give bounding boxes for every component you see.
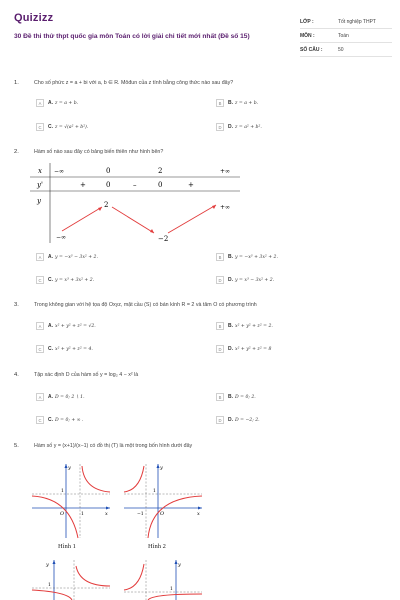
tick-label-x: −1 bbox=[137, 512, 144, 517]
option-letter: A bbox=[36, 322, 44, 330]
option-expression: D = 0; + ∞ . bbox=[55, 417, 84, 423]
option-expression: D = −2; 2. bbox=[235, 417, 260, 423]
option-expression: z = √(a² + b²). bbox=[55, 124, 89, 130]
tick-label-y: 1 bbox=[170, 587, 173, 592]
option-d[interactable] bbox=[216, 345, 271, 353]
option-c[interactable] bbox=[36, 416, 83, 424]
table-sign: + bbox=[80, 181, 86, 189]
table-sign: 0 bbox=[106, 181, 111, 189]
axis-label-x: x bbox=[197, 511, 200, 517]
meta-row-count bbox=[300, 43, 392, 57]
option-expression: x² + y² + z² = 2. bbox=[235, 323, 273, 329]
option-letter: A bbox=[36, 253, 44, 261]
tick-label-y: 1 bbox=[48, 583, 51, 588]
page-title: 30 Đề thi thử thpt quốc gia môn Toán có lời giải chi tiết mới nhất (Đề số 15) bbox=[14, 33, 250, 40]
option-label: B. bbox=[228, 100, 233, 106]
option-c[interactable] bbox=[36, 345, 93, 353]
option-d[interactable] bbox=[216, 276, 274, 284]
option-letter: B bbox=[216, 99, 224, 107]
option-letter: D bbox=[216, 123, 224, 131]
option-expression: D = 0; 2 ∖ 1. bbox=[55, 394, 85, 400]
option-label: D. bbox=[228, 124, 233, 130]
option-expression: x² + y² + z² = 8 bbox=[235, 346, 272, 352]
option-expression: D = 0; 2. bbox=[235, 394, 256, 400]
table-x-value: 0 bbox=[106, 167, 111, 175]
option-a[interactable] bbox=[36, 393, 85, 401]
question-text: Trong không gian với hệ tọa độ Oxyz, mặt cầu (S) có bán kính R = 2 và tâm O có phương trình bbox=[34, 302, 257, 308]
origin-label: O bbox=[60, 511, 65, 517]
figure-4-graph bbox=[122, 558, 204, 600]
brand-logo: Quizizz bbox=[14, 12, 54, 24]
option-label: C. bbox=[48, 124, 53, 130]
table-y-value: +∞ bbox=[220, 204, 231, 211]
figure-2-graph bbox=[122, 462, 204, 540]
meta-key: LỚP : bbox=[300, 18, 314, 25]
option-label: A. bbox=[48, 323, 53, 329]
table-sign: 0 bbox=[158, 181, 163, 189]
meta-key: SỐ CÂU : bbox=[300, 46, 323, 53]
option-label: C. bbox=[48, 277, 53, 283]
variation-table bbox=[30, 163, 240, 243]
figure-3-graph bbox=[30, 558, 112, 600]
option-letter: B bbox=[216, 393, 224, 401]
option-letter: D bbox=[216, 345, 224, 353]
question-text: Hàm số nào sau đây có bảng biến thiên như hình bên? bbox=[34, 149, 164, 155]
option-a[interactable] bbox=[36, 99, 78, 107]
option-expression: z = a + b. bbox=[55, 100, 79, 106]
axis-label-x: x bbox=[105, 511, 108, 517]
option-d[interactable] bbox=[216, 123, 262, 131]
option-expression: z = a² + b². bbox=[235, 124, 262, 130]
table-yprime-label: y' bbox=[37, 181, 43, 189]
meta-value: Toán bbox=[338, 32, 349, 39]
option-expression: x² + y² + z² = √2. bbox=[55, 323, 96, 329]
option-label: A. bbox=[48, 100, 53, 106]
tick-label-x: 1 bbox=[81, 512, 84, 517]
option-label: D. bbox=[228, 346, 233, 352]
option-d[interactable] bbox=[216, 416, 260, 424]
option-b[interactable] bbox=[216, 322, 273, 330]
question-text: Cho số phức z = a + bi với a, b ∈ R. Môđun của z tính bằng công thức nào sau đây? bbox=[34, 80, 234, 86]
axis-label-y: y bbox=[68, 465, 71, 471]
table-y-label: y bbox=[37, 197, 41, 205]
table-y-value: −2 bbox=[158, 235, 169, 243]
option-letter: A bbox=[36, 393, 44, 401]
table-x-label: x bbox=[38, 167, 42, 175]
option-b[interactable] bbox=[216, 99, 258, 107]
option-letter: D bbox=[216, 276, 224, 284]
question-number: 5. bbox=[14, 443, 19, 449]
option-expression: y = −x³ − 3x² + 2. bbox=[55, 254, 98, 260]
question-number: 4. bbox=[14, 372, 19, 378]
meta-row-class bbox=[300, 15, 392, 29]
meta-row-subject bbox=[300, 29, 392, 43]
option-a[interactable] bbox=[36, 322, 96, 330]
axis-label-y: y bbox=[46, 562, 49, 568]
table-sign: – bbox=[133, 181, 137, 189]
table-x-value: 2 bbox=[158, 167, 163, 175]
tick-label-y: 1 bbox=[61, 489, 64, 494]
question-number: 3. bbox=[14, 302, 19, 308]
option-letter: C bbox=[36, 345, 44, 353]
question-number: 2. bbox=[14, 149, 19, 155]
meta-value: Tốt nghiệp THPT bbox=[338, 18, 376, 25]
option-letter: B bbox=[216, 322, 224, 330]
option-a[interactable] bbox=[36, 253, 98, 261]
option-c[interactable] bbox=[36, 123, 88, 131]
axis-label-y: y bbox=[160, 465, 163, 471]
option-expression: y = x³ + 3x² + 2. bbox=[55, 277, 95, 283]
option-letter: C bbox=[36, 123, 44, 131]
option-label: C. bbox=[48, 417, 53, 423]
figure-2-caption: Hình 2 bbox=[148, 543, 166, 550]
figure-1-graph bbox=[30, 462, 112, 540]
option-letter: C bbox=[36, 416, 44, 424]
table-y-value: −∞ bbox=[56, 234, 67, 241]
question-text: Hàm số y = (x+1)/(x−1) có đồ thị (T) là một trong bốn hình dưới đây bbox=[34, 443, 193, 449]
question-number: 1. bbox=[14, 80, 19, 86]
meta-value: 50 bbox=[338, 46, 344, 53]
option-b[interactable] bbox=[216, 253, 278, 261]
option-expression: y = −x³ + 3x² + 2. bbox=[235, 254, 278, 260]
option-expression: z = a + b. bbox=[235, 100, 259, 106]
figure-1-caption: Hình 1 bbox=[58, 543, 76, 550]
table-y-value: 2 bbox=[104, 201, 109, 209]
option-letter: D bbox=[216, 416, 224, 424]
table-x-value: +∞ bbox=[220, 168, 231, 175]
option-letter: C bbox=[36, 276, 44, 284]
option-expression: x² + y² + z² = 4. bbox=[55, 346, 93, 352]
axis-label-y: y bbox=[178, 562, 181, 568]
option-label: B. bbox=[228, 323, 233, 329]
option-label: B. bbox=[228, 254, 233, 260]
option-label: A. bbox=[48, 394, 53, 400]
meta-table bbox=[300, 15, 392, 57]
option-label: C. bbox=[48, 346, 53, 352]
origin-label: O bbox=[160, 511, 165, 517]
option-expression: y = x³ − 3x² + 2. bbox=[235, 277, 275, 283]
option-label: A. bbox=[48, 254, 53, 260]
option-label: D. bbox=[228, 417, 233, 423]
option-c[interactable] bbox=[36, 276, 94, 284]
question-text: Tập xác định D của hàm số y = log₂ 4 − x² là bbox=[34, 372, 139, 378]
tick-label-y: 1 bbox=[153, 489, 156, 494]
option-letter: B bbox=[216, 253, 224, 261]
table-sign: + bbox=[188, 181, 194, 189]
option-b[interactable] bbox=[216, 393, 256, 401]
option-letter: A bbox=[36, 99, 44, 107]
option-label: D. bbox=[228, 277, 233, 283]
meta-key: MÔN : bbox=[300, 32, 315, 39]
option-label: B. bbox=[228, 394, 233, 400]
table-x-value: −∞ bbox=[54, 168, 65, 175]
